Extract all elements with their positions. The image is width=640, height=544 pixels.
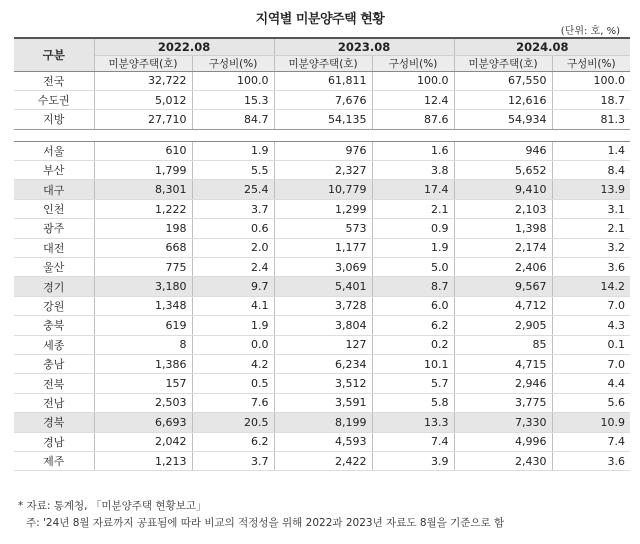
unsold-housing-table xyxy=(14,37,630,471)
region-cell: 전국 xyxy=(14,71,94,90)
remark-note: 주: '24년 8월 자료까지 공표됨에 따라 비교의 적정성을 위해 2022과 2023년 자료도 8월을 기준으로 함 xyxy=(26,517,505,529)
region-cell: 대전 xyxy=(14,238,94,257)
value-cell: 198 xyxy=(94,219,192,238)
footnotes xyxy=(18,498,504,532)
value-cell: 610 xyxy=(94,141,192,160)
region-cell: 경남 xyxy=(14,432,94,451)
table-row xyxy=(14,277,630,296)
table-body xyxy=(14,71,630,471)
value-cell: 0.6 xyxy=(192,219,274,238)
header-count-2022: 미분양주택(호) xyxy=(94,55,192,71)
value-cell: 5.5 xyxy=(192,161,274,180)
gap-cell xyxy=(192,129,274,141)
value-cell: 6.2 xyxy=(192,432,274,451)
header-year-2024: 2024.08 xyxy=(454,38,630,55)
value-cell: 5.7 xyxy=(372,374,454,393)
value-cell: 3,512 xyxy=(274,374,372,393)
value-cell: 1,213 xyxy=(94,451,192,470)
value-cell: 7,676 xyxy=(274,90,372,109)
value-cell: 27,710 xyxy=(94,110,192,129)
value-cell: 10.1 xyxy=(372,354,454,373)
value-cell: 4.4 xyxy=(552,374,630,393)
unit-label: (단위: 호, %) xyxy=(560,26,620,37)
table-row xyxy=(14,258,630,277)
table-row xyxy=(14,432,630,451)
table-row xyxy=(14,238,630,257)
value-cell: 6.0 xyxy=(372,296,454,315)
value-cell: 1.9 xyxy=(192,141,274,160)
table-row xyxy=(14,219,630,238)
table-row xyxy=(14,393,630,412)
header-year-2023: 2023.08 xyxy=(274,38,454,55)
table-row xyxy=(14,90,630,109)
value-cell: 5,652 xyxy=(454,161,552,180)
region-cell: 지방 xyxy=(14,110,94,129)
value-cell: 61,811 xyxy=(274,71,372,90)
value-cell: 2,905 xyxy=(454,316,552,335)
value-cell: 5.0 xyxy=(372,258,454,277)
region-cell: 제주 xyxy=(14,451,94,470)
value-cell: 7.6 xyxy=(192,393,274,412)
header-ratio-2022: 구성비(%) xyxy=(192,55,274,71)
value-cell: 4,715 xyxy=(454,354,552,373)
region-cell: 충북 xyxy=(14,316,94,335)
gap-cell xyxy=(14,129,94,141)
table-row xyxy=(14,161,630,180)
value-cell: 3,069 xyxy=(274,258,372,277)
value-cell: 4,712 xyxy=(454,296,552,315)
value-cell: 3.9 xyxy=(372,451,454,470)
value-cell: 9.7 xyxy=(192,277,274,296)
value-cell: 1,222 xyxy=(94,199,192,218)
gap-cell xyxy=(274,129,372,141)
value-cell: 619 xyxy=(94,316,192,335)
section-gap xyxy=(14,129,630,141)
value-cell: 13.9 xyxy=(552,180,630,199)
value-cell: 5.6 xyxy=(552,393,630,412)
value-cell: 12.4 xyxy=(372,90,454,109)
value-cell: 15.3 xyxy=(192,90,274,109)
value-cell: 2,503 xyxy=(94,393,192,412)
value-cell: 3.2 xyxy=(552,238,630,257)
region-cell: 경기 xyxy=(14,277,94,296)
value-cell: 1.4 xyxy=(552,141,630,160)
value-cell: 0.1 xyxy=(552,335,630,354)
value-cell: 3,775 xyxy=(454,393,552,412)
value-cell: 54,135 xyxy=(274,110,372,129)
value-cell: 4.3 xyxy=(552,316,630,335)
table-row xyxy=(14,141,630,160)
value-cell: 573 xyxy=(274,219,372,238)
value-cell: 127 xyxy=(274,335,372,354)
value-cell: 6.2 xyxy=(372,316,454,335)
value-cell: 1.6 xyxy=(372,141,454,160)
table-row xyxy=(14,180,630,199)
value-cell: 3,591 xyxy=(274,393,372,412)
table-row xyxy=(14,199,630,218)
table-row xyxy=(14,296,630,315)
region-cell: 부산 xyxy=(14,161,94,180)
value-cell: 3,804 xyxy=(274,316,372,335)
value-cell: 1.9 xyxy=(192,316,274,335)
value-cell: 4.1 xyxy=(192,296,274,315)
value-cell: 25.4 xyxy=(192,180,274,199)
table-row xyxy=(14,354,630,373)
value-cell: 1,386 xyxy=(94,354,192,373)
value-cell: 100.0 xyxy=(552,71,630,90)
table-title: 지역별 미분양주택 현황 xyxy=(255,12,385,27)
value-cell: 7,330 xyxy=(454,413,552,432)
value-cell: 976 xyxy=(274,141,372,160)
region-cell: 울산 xyxy=(14,258,94,277)
value-cell: 100.0 xyxy=(192,71,274,90)
value-cell: 100.0 xyxy=(372,71,454,90)
header-year-2022: 2022.08 xyxy=(94,38,274,55)
region-cell: 서울 xyxy=(14,141,94,160)
value-cell: 1,398 xyxy=(454,219,552,238)
value-cell: 81.3 xyxy=(552,110,630,129)
value-cell: 2,422 xyxy=(274,451,372,470)
value-cell: 0.2 xyxy=(372,335,454,354)
value-cell: 2,042 xyxy=(94,432,192,451)
value-cell: 5,012 xyxy=(94,90,192,109)
region-cell: 전북 xyxy=(14,374,94,393)
table-row xyxy=(14,413,630,432)
value-cell: 8.7 xyxy=(372,277,454,296)
value-cell: 84.7 xyxy=(192,110,274,129)
table-row xyxy=(14,110,630,129)
value-cell: 2,174 xyxy=(454,238,552,257)
table-row xyxy=(14,451,630,470)
value-cell: 13.3 xyxy=(372,413,454,432)
header-ratio-2023: 구성비(%) xyxy=(372,55,454,71)
value-cell: 3,180 xyxy=(94,277,192,296)
value-cell: 2,946 xyxy=(454,374,552,393)
value-cell: 2,103 xyxy=(454,199,552,218)
header-count-2023: 미분양주택(호) xyxy=(274,55,372,71)
value-cell: 4,593 xyxy=(274,432,372,451)
value-cell: 4,996 xyxy=(454,432,552,451)
value-cell: 5.8 xyxy=(372,393,454,412)
region-cell: 충남 xyxy=(14,354,94,373)
value-cell: 2.0 xyxy=(192,238,274,257)
value-cell: 157 xyxy=(94,374,192,393)
value-cell: 14.2 xyxy=(552,277,630,296)
region-cell: 인천 xyxy=(14,199,94,218)
region-cell: 강원 xyxy=(14,296,94,315)
value-cell: 3.7 xyxy=(192,451,274,470)
table-row xyxy=(14,335,630,354)
value-cell: 3,728 xyxy=(274,296,372,315)
header-category: 구분 xyxy=(14,38,94,71)
value-cell: 32,722 xyxy=(94,71,192,90)
value-cell: 8,301 xyxy=(94,180,192,199)
value-cell: 1,348 xyxy=(94,296,192,315)
header-ratio-2024: 구성비(%) xyxy=(552,55,630,71)
value-cell: 10,779 xyxy=(274,180,372,199)
value-cell: 7.0 xyxy=(552,354,630,373)
value-cell: 7.0 xyxy=(552,296,630,315)
value-cell: 18.7 xyxy=(552,90,630,109)
region-cell: 세종 xyxy=(14,335,94,354)
table-row xyxy=(14,316,630,335)
value-cell: 3.6 xyxy=(552,451,630,470)
value-cell: 85 xyxy=(454,335,552,354)
value-cell: 6,693 xyxy=(94,413,192,432)
value-cell: 2,327 xyxy=(274,161,372,180)
value-cell: 54,934 xyxy=(454,110,552,129)
region-cell: 경북 xyxy=(14,413,94,432)
value-cell: 2.1 xyxy=(372,199,454,218)
value-cell: 3.6 xyxy=(552,258,630,277)
value-cell: 2.4 xyxy=(192,258,274,277)
value-cell: 12,616 xyxy=(454,90,552,109)
value-cell: 8 xyxy=(94,335,192,354)
value-cell: 2,430 xyxy=(454,451,552,470)
value-cell: 1,177 xyxy=(274,238,372,257)
value-cell: 0.0 xyxy=(192,335,274,354)
value-cell: 8,199 xyxy=(274,413,372,432)
value-cell: 1,799 xyxy=(94,161,192,180)
value-cell: 668 xyxy=(94,238,192,257)
value-cell: 10.9 xyxy=(552,413,630,432)
value-cell: 9,567 xyxy=(454,277,552,296)
region-cell: 광주 xyxy=(14,219,94,238)
gap-cell xyxy=(454,129,552,141)
header-count-2024: 미분양주택(호) xyxy=(454,55,552,71)
table-row xyxy=(14,71,630,90)
value-cell: 4.2 xyxy=(192,354,274,373)
value-cell: 2,406 xyxy=(454,258,552,277)
value-cell: 7.4 xyxy=(372,432,454,451)
value-cell: 1.9 xyxy=(372,238,454,257)
gap-cell xyxy=(552,129,630,141)
table-row xyxy=(14,374,630,393)
region-cell: 수도권 xyxy=(14,90,94,109)
value-cell: 6,234 xyxy=(274,354,372,373)
value-cell: 7.4 xyxy=(552,432,630,451)
value-cell: 0.9 xyxy=(372,219,454,238)
value-cell: 9,410 xyxy=(454,180,552,199)
value-cell: 775 xyxy=(94,258,192,277)
value-cell: 20.5 xyxy=(192,413,274,432)
source-note: * 자료: 통계청, 「미분양주택 현황보고」 xyxy=(18,500,207,512)
value-cell: 5,401 xyxy=(274,277,372,296)
gap-cell xyxy=(94,129,192,141)
value-cell: 67,550 xyxy=(454,71,552,90)
value-cell: 1,299 xyxy=(274,199,372,218)
value-cell: 2.1 xyxy=(552,219,630,238)
region-cell: 전남 xyxy=(14,393,94,412)
region-cell: 대구 xyxy=(14,180,94,199)
value-cell: 8.4 xyxy=(552,161,630,180)
value-cell: 87.6 xyxy=(372,110,454,129)
value-cell: 3.8 xyxy=(372,161,454,180)
value-cell: 3.7 xyxy=(192,199,274,218)
value-cell: 946 xyxy=(454,141,552,160)
value-cell: 3.1 xyxy=(552,199,630,218)
value-cell: 0.5 xyxy=(192,374,274,393)
value-cell: 17.4 xyxy=(372,180,454,199)
gap-cell xyxy=(372,129,454,141)
